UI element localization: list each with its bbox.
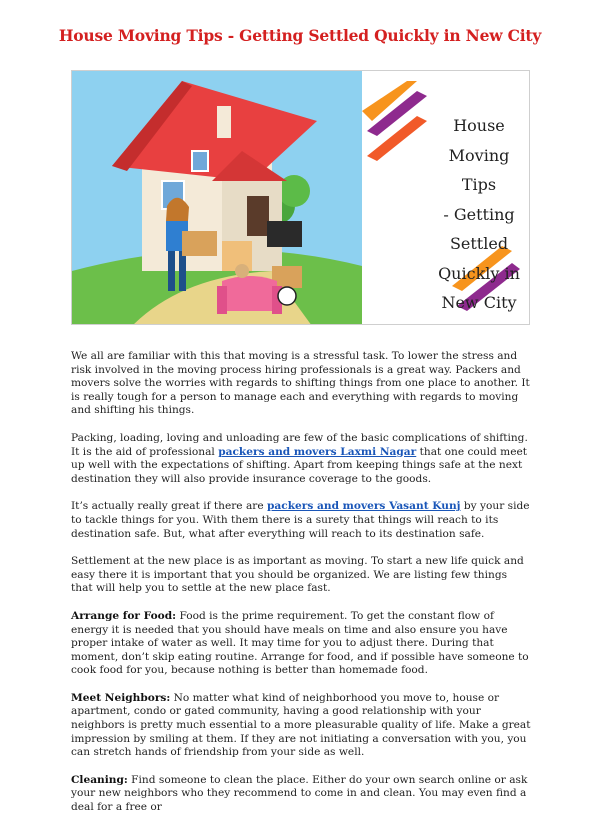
paragraph [71,774,531,815]
paragraph: Settlement at the new place is as important as moving. To start a new life quick and easy there it is important that you should be organized. We are listing few things that will help you to settle at the new place fast. [71,555,524,595]
paragraph [71,610,531,678]
hero-line: - Getting [443,204,515,224]
link-vasant-kunj[interactable]: packers and movers Vasant Kunj [266,500,461,513]
hero-line: House [453,116,505,135]
paragraph-text: Packing, loading, loving and unloading are few of the basic complications of shifting. It is the aid of professional [71,431,528,458]
paragraph [71,692,531,760]
paragraph-text: Find someone to clean the place. Either do your own search online or ask your new neighbors who they recommend to come in and clean. You may even find a deal for a free or [71,773,528,814]
paragraph: We all are familiar with this that moving is a stressful task. To lower the stress and risk involved in the moving process hiring professionals is a great way. Packers and movers solve the worries with regards to shifting things from one place to another. It is really tough for a person to manage each and everything with regards to moving and shifting his things. [71,350,530,417]
paragraph-text: No matter what kind of neighborhood you move to, house or apartment, condo or gated community, having a good relationship with your neighbors is pretty much essential to a more pleasurable quality of life. Make a great impression by smiling at them. If they are not initiating a conversation with you, you can stretch hands of friendship from your side as well. [71,691,531,759]
hero-line: Quickly in [438,263,520,283]
section-heading: Arrange for Food: [71,609,177,622]
hero-caption [434,111,524,318]
section-heading: Cleaning: [71,773,128,786]
paragraph [71,500,531,541]
paragraph-text: by your side to tackle things for you. With them there is a surety that things will reach to its destination safe. But, what after everything will reach to its destination safe. [71,500,530,540]
paragraph-text: It’s actually really great if there are [71,500,267,513]
hero-line: Moving Tips [448,145,510,194]
paragraph [71,432,531,486]
paragraph-text: Food is the prime requirement. To get the constant flow of energy it is needed that you should have meals on time and also ensure you have proper intake of water as well. It may time for you to adjust there. During that moment, don’t skip eating routine. Arrange for food, and if possible have someone to cook food for you, because nothing is better than homemade food. [71,609,529,677]
hero-banner [71,70,530,325]
page-title: House Moving Tips - Getting Settled Quickly in New City [58,26,542,45]
hero-line: Settled [449,234,509,253]
hero-line: New City [441,293,517,312]
section-heading: Meet Neighbors: [71,691,171,704]
link-laxmi-nagar[interactable]: packers and movers Laxmi Nagar [218,445,417,458]
paragraph-text: that one could meet up well with the expectations of shifting. Apart from keeping things safe at the next destination they will also provide insurance coverage to the goods. [71,445,527,485]
article-body [71,350,531,829]
